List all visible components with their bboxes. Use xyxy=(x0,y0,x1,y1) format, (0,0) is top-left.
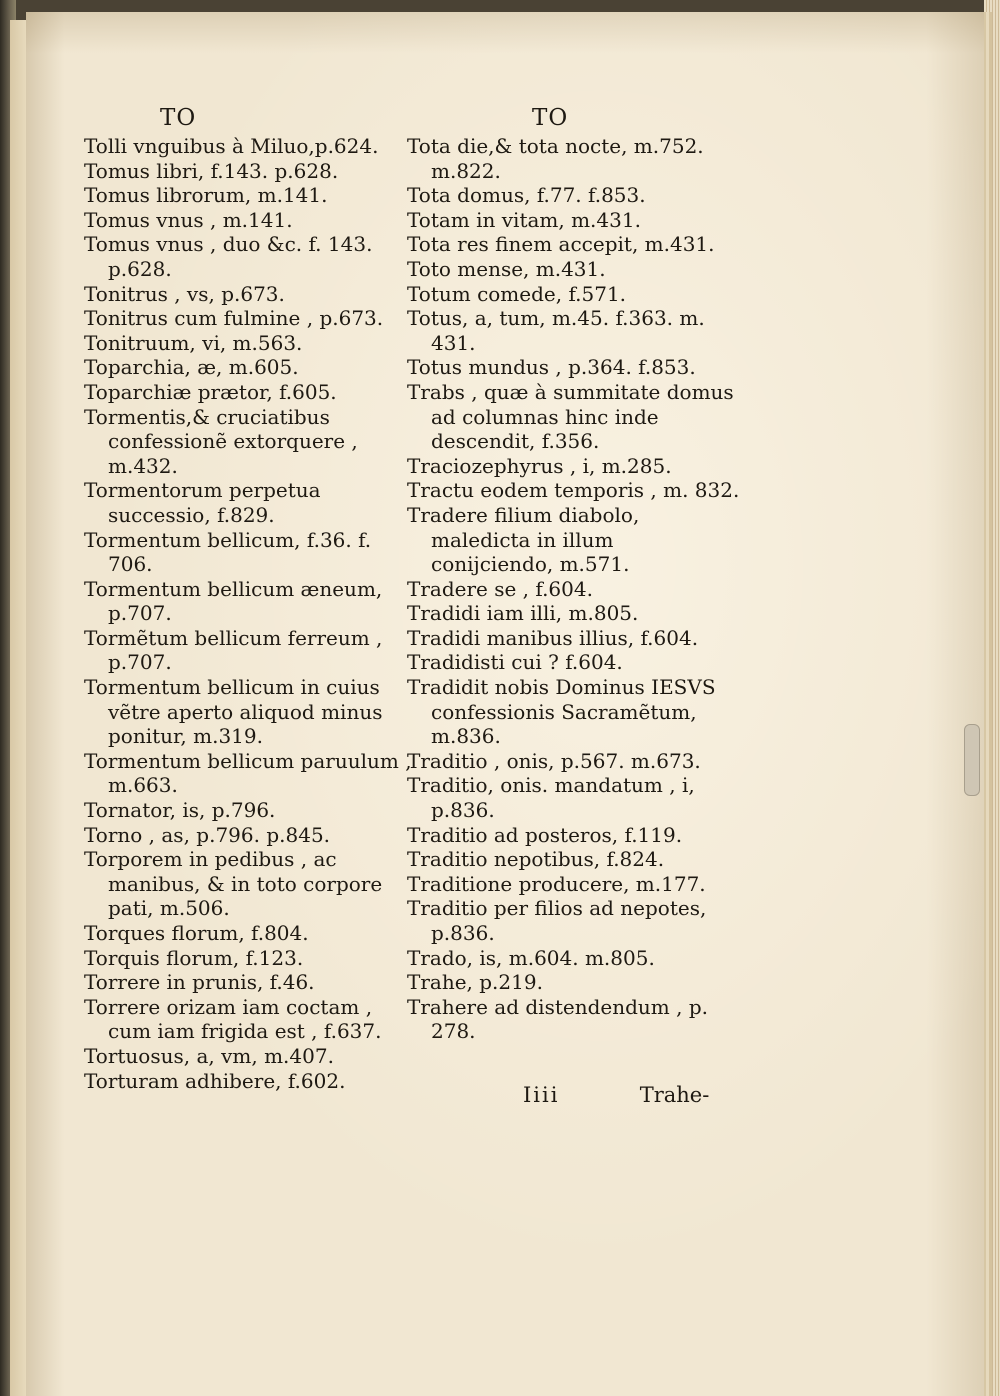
page-footer xyxy=(523,1083,823,1107)
index-entry: Totam in vitam, m.431. xyxy=(407,207,641,232)
index-entry: Traditione producere, m.177. xyxy=(407,871,706,896)
right-index-column xyxy=(407,106,742,1044)
index-entry: Tortuosus, a, vm, m.407. xyxy=(84,1043,334,1068)
index-entry: Tradidisti cui ? f.604. xyxy=(407,650,623,675)
index-entry: Toto mense, m.431. xyxy=(407,256,606,281)
left-index-column xyxy=(84,106,414,1093)
index-entry: Tradidit nobis Dominus IESVS confessionis Sacramẽtum, m.836. xyxy=(407,675,716,749)
index-entry: Torno , as, p.796. p.845. xyxy=(84,822,331,847)
right-column-header: TO xyxy=(532,105,569,131)
index-entry: Tonitruum, vi, m.563. xyxy=(84,330,303,355)
index-entry: Traditio, onis. mandatum , i, p.836. xyxy=(407,773,695,823)
index-entry: Trahere ad distendendum , p. 278. xyxy=(407,994,708,1044)
index-entry: Tomus vnus , m.141. xyxy=(84,207,293,232)
index-entry: Tomus librorum, m.141. xyxy=(84,183,328,208)
page-stack-edge xyxy=(984,0,1000,1396)
index-entry: Tonitrus cum fulmine , p.673. xyxy=(84,306,384,331)
index-entry: Tradidi iam illi, m.805. xyxy=(407,601,639,626)
index-entry: Totus, a, tum, m.45. f.363. m. 431. xyxy=(407,306,705,355)
index-entry: Tradere se , f.604. xyxy=(407,576,593,601)
index-entry: Traditio nepotibus, f.824. xyxy=(407,847,665,872)
index-entry: Torporem in pedibus , ac manibus, & in toto corpore pati, m.506. xyxy=(84,847,383,921)
catchword: Trahe- xyxy=(639,1083,710,1107)
index-entry: Tota res finem accepit, m.431. xyxy=(407,232,715,257)
index-entry: Tomus vnus , duo &c. f. 143. p.628. xyxy=(84,232,373,281)
index-entry: Tormentis,& cruciatibus confessionẽ extorquere , m.432. xyxy=(84,404,358,478)
index-entry: Torrere orizam iam coctam , cum iam frigida est , f.637. xyxy=(84,994,382,1044)
page-tab-marker xyxy=(964,724,980,796)
index-entry: Torrere in prunis, f.46. xyxy=(84,970,315,995)
index-entry: Tomus libri, f.143. p.628. xyxy=(84,158,339,183)
index-entry: Torques florum, f.804. xyxy=(84,921,309,945)
index-entry: Traditio , onis, p.567. m.673. xyxy=(407,748,701,773)
index-entry: Trabs , quæ à summitate domus ad columnas hinc inde descendit, f.356. xyxy=(407,379,734,454)
index-entry: Trahe, p.219. xyxy=(407,970,543,995)
index-entry: Toparchiæ prætor, f.605. xyxy=(84,379,337,404)
index-entry: Tradidi manibus illius, f.604. xyxy=(407,625,699,650)
left-column-header: TO xyxy=(160,105,197,131)
right-entries-list xyxy=(407,134,742,1044)
index-entry: Torturam adhibere, f.602. xyxy=(84,1068,346,1093)
index-entry: Tornator, is, p.796. xyxy=(84,798,276,823)
index-entry: Tormentorum perpetua successio, f.829. xyxy=(84,478,321,527)
index-entry: Traditio per filios ad nepotes, p.836. xyxy=(407,896,707,945)
left-entries-list xyxy=(84,134,414,1093)
index-entry: Tolli vnguibus à Miluo,p.624. xyxy=(84,134,379,158)
index-entry: Tormẽtum bellicum ferreum , p.707. xyxy=(84,625,383,675)
index-entry: Tonitrus , vs, p.673. xyxy=(84,281,285,306)
index-entry: Toparchia, æ, m.605. xyxy=(84,355,299,380)
index-entry: Traciozephyrus , i, m.285. xyxy=(407,453,672,478)
index-entry: Totum comede, f.571. xyxy=(407,281,627,306)
index-entry: Tota die,& tota nocte, m.752. m.822. xyxy=(407,134,704,183)
index-entry: Tota domus, f.77. f.853. xyxy=(407,183,646,208)
index-entry: Tormentum bellicum paruulum , m.663. xyxy=(84,748,412,798)
index-entry: Traditio ad posteros, f.119. xyxy=(407,822,683,847)
index-entry: Tormentum bellicum æneum, p.707. xyxy=(84,576,383,626)
index-entry: Tormentum bellicum, f.36. f. 706. xyxy=(84,527,372,577)
index-entry: Totus mundus , p.364. f.853. xyxy=(407,355,696,380)
index-entry: Tractu eodem temporis , m. 832. xyxy=(407,478,740,503)
index-entry: Tormentum bellicum in cuius vẽtre aperto aliquod minus ponitur, m.319. xyxy=(84,675,383,749)
signature-mark: Iiii xyxy=(523,1083,560,1107)
index-entry: Tradere filium diabolo, maledicta in illum conijciendo, m.571. xyxy=(407,502,640,577)
index-entry: Trado, is, m.604. m.805. xyxy=(407,945,655,970)
index-entry: Torquis florum, f.123. xyxy=(84,945,304,970)
